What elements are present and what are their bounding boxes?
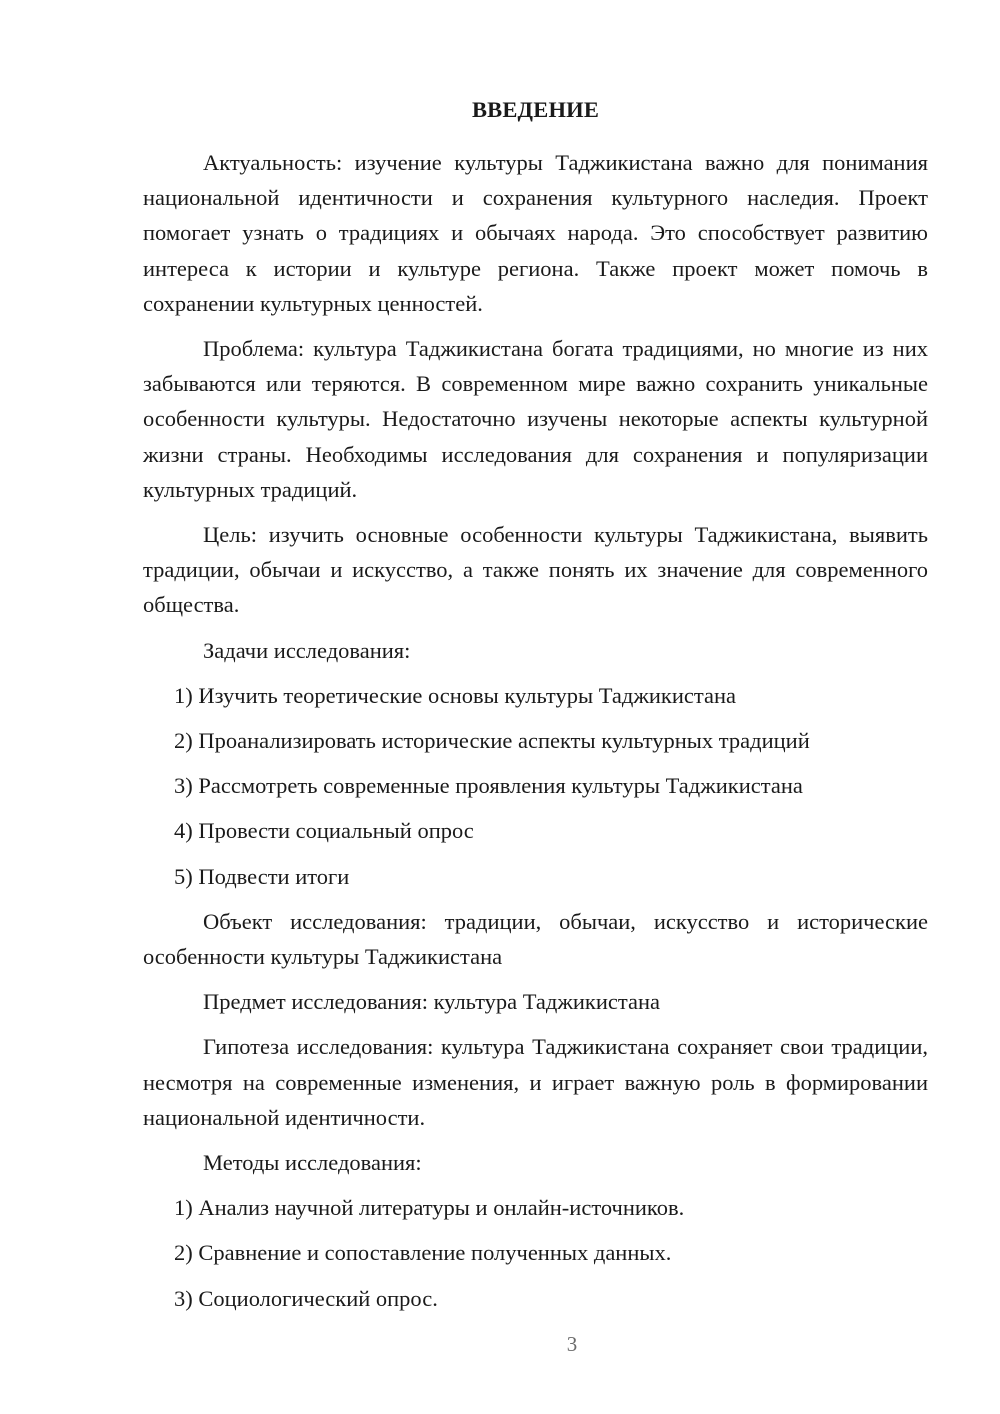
- task-item: 1) Изучить теоретические основы культуры Таджикистана: [174, 682, 736, 708]
- page-title: ВВЕДЕНИЕ: [471, 97, 600, 122]
- method-item: 3) Социологический опрос.: [174, 1285, 438, 1311]
- task-item: 3) Рассмотреть современные проявления культуры Таджикистана: [174, 773, 803, 799]
- hypothesis-paragraph: Гипотеза исследования: культура Таджикистана сохраняет свои традиции, несмотря на современные изменения, и играет важную роль в формировании национальной идентичности.: [143, 1034, 928, 1130]
- page-number: 3: [566, 1332, 578, 1356]
- method-item: 1) Анализ научной литературы и онлайн-источников.: [174, 1195, 685, 1221]
- method-item: 2) Сравнение и сопоставление полученных данных.: [174, 1240, 672, 1266]
- tasks-heading: Задачи исследования:: [203, 637, 411, 663]
- task-item: 2) Проанализировать исторические аспекты культурных традиций: [174, 728, 810, 754]
- page-number-footer: [72, 1332, 1000, 1357]
- object-paragraph: Объект исследования: традиции, обычаи, искусство и исторические особенности культуры Таджикистана: [143, 908, 928, 970]
- methods-heading: Методы исследования:: [203, 1150, 422, 1176]
- task-item: 5) Подвести итоги: [174, 863, 350, 889]
- document-page: [143, 92, 928, 1326]
- task-item: 4) Провести социальный опрос: [174, 818, 474, 844]
- subject-paragraph: Предмет исследования: культура Таджикистана: [203, 989, 661, 1015]
- goal-paragraph: Цель: изучить основные особенности культуры Таджикистана, выявить традиции, обычаи и искусство, а также понять их значение для современного общества.: [143, 522, 928, 618]
- problem-paragraph: Проблема: культура Таджикистана богата традициями, но многие из них забываются или теряются. В современном мире важно сохранить уникальные особенности культуры. Недостаточно изучены некоторые аспекты культурной жизни страны. Необходимы исследования для сохранения и популяризации культурных традиций.: [143, 336, 928, 502]
- relevance-paragraph: Актуальность: изучение культуры Таджикистана важно для понимания национальной идентичности и сохранения культурного наследия. Проект помогает узнать о традициях и обычаях народа. Это способствует развитию интереса к истории и культуре региона. Также проект может помочь в сохранении культурных ценностей.: [143, 150, 928, 316]
